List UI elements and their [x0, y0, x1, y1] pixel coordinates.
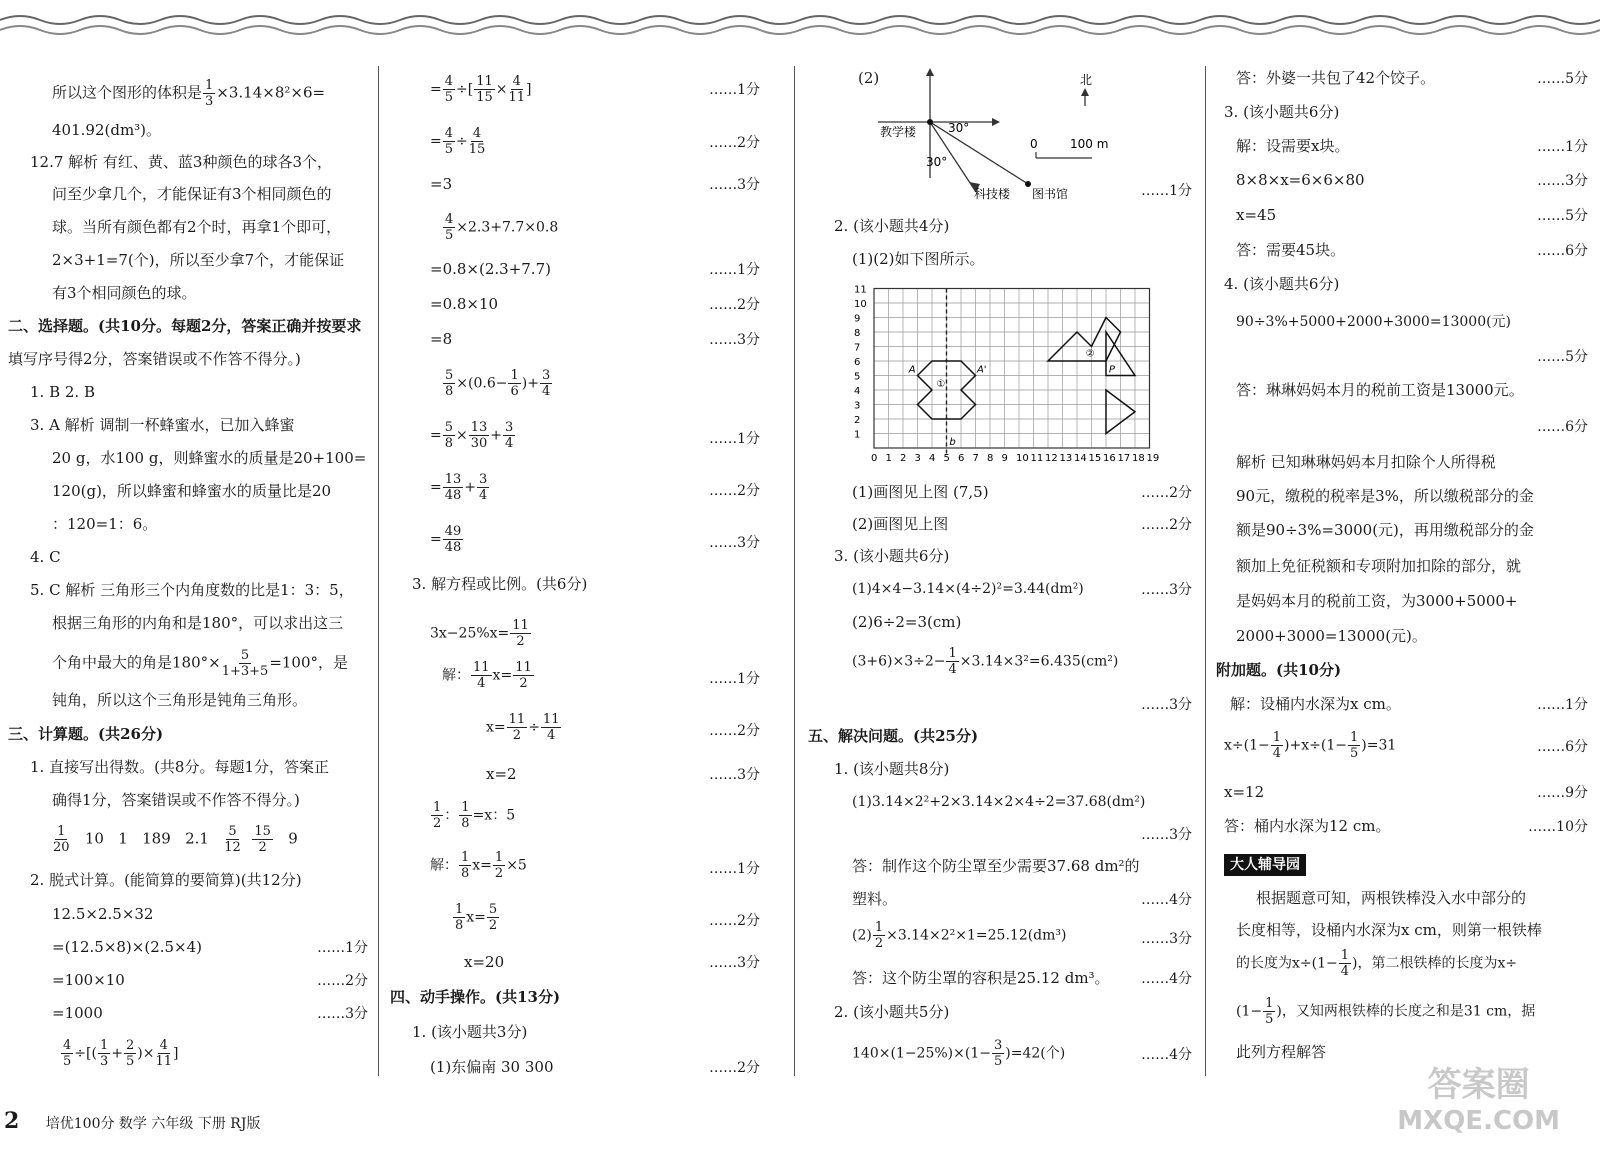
map-label: 图书馆 — [1032, 187, 1069, 201]
score: ……6分 — [1537, 739, 1588, 755]
score: ……1分 — [709, 431, 760, 447]
score: ……3分 — [317, 1006, 368, 1022]
score: ……9分 — [1537, 785, 1588, 801]
text-line: 3. A 解析 调制一杯蜂蜜水，已加入蜂蜜 — [30, 416, 295, 434]
tick-label: 7 — [972, 453, 979, 464]
text-line: 20 g，水100 g，则蜂蜜水的质量是20+100= — [52, 449, 367, 467]
text-line: (2)画图见上图 — [852, 515, 949, 533]
tick-label: 16 — [1103, 453, 1116, 464]
text-line: 2. (该小题共5分) — [834, 1003, 950, 1021]
wave-border — [0, 8, 1600, 42]
score: ……5分 — [1537, 71, 1588, 87]
direction-map — [868, 66, 1118, 206]
text-line: ：120=1：6。 — [52, 515, 158, 533]
score: ……3分 — [1141, 931, 1192, 947]
text-line: 1. (该小题共3分) — [412, 1023, 528, 1041]
tick-label: 8 — [854, 328, 861, 339]
text-line: 是妈妈本月的税前工资，为3000+5000+ — [1236, 592, 1518, 610]
tick-label: 10 — [854, 299, 867, 310]
math-expression: 解： $\frac{11}{4}$ x= $\frac{11}{2}$ — [442, 660, 532, 691]
tick-label: 15 — [1088, 453, 1102, 464]
math-expression: x=20 — [464, 953, 505, 971]
score: ……3分 — [709, 177, 760, 193]
math-expression: 140×(1−25%)×(1− $\frac{3}{5}$ )=42(个) — [852, 1038, 1066, 1069]
text-line: 所以这个图形的体积是 $\frac{1}{3}$ ×3.14×8²×6= — [52, 78, 326, 109]
text-line: 90÷3%+5000+2000+3000=13000(元) — [1236, 314, 1512, 330]
score: ……4分 — [1141, 892, 1192, 908]
math-expression: (2) $\frac{1}{2}$ ×3.14×2²×1=25.12(dm³) — [852, 920, 1067, 951]
score: ……2分 — [1141, 485, 1192, 501]
map-label: 100 m — [1070, 137, 1109, 151]
text-line: 3. 解方程或比例。(共6分) — [412, 575, 588, 593]
math-expression: =8 — [430, 330, 453, 348]
score: ……1分 — [1537, 139, 1588, 155]
column-4 — [1216, 62, 1588, 1092]
column-divider — [794, 66, 795, 1076]
grid-figure — [852, 280, 1172, 470]
section-heading: 二、选择题。(共10分。每题2分，答案正确并按要求 — [8, 317, 362, 335]
score: ……2分 — [317, 973, 368, 989]
tick-label: 12 — [1045, 453, 1058, 464]
text-line: 长度相等，设桶内水深为x cm，则第一根铁棒 — [1236, 921, 1542, 939]
tick-label: 19 — [1146, 453, 1160, 464]
point-label: A — [908, 364, 916, 376]
score: ……3分 — [709, 332, 760, 348]
tick-label: 2 — [854, 415, 861, 426]
tick-label: 10 — [1016, 453, 1029, 464]
map-label: 0 — [1030, 137, 1038, 151]
tick-label: 1 — [854, 429, 861, 441]
footer-text: 培优100分 数学 六年级 下册 RJ版 — [45, 1116, 261, 1132]
map-label: 教学楼 — [880, 125, 917, 139]
math-expression: =0.8×(2.3+7.7) — [430, 260, 551, 278]
text-line: 1. 直接写出得数。(共8分。每题1分，答案正 — [30, 758, 330, 776]
score: ……2分 — [709, 913, 760, 929]
map-label: 30° — [948, 121, 970, 135]
text-line: 答：需要45块。 — [1236, 241, 1346, 259]
section-heading: 三、计算题。(共26分) — [8, 725, 164, 743]
column-3 — [808, 62, 1192, 1092]
math-expression: = $\frac{4}{5}$ ÷[ $\frac{11}{15}$ × $\frac{4}{11}$ ] — [430, 74, 532, 105]
text-line: 答：制作这个防尘罩至少需要37.68 dm²的 — [852, 857, 1140, 875]
text-line: 120(g)，所以蜂蜜和蜂蜜水的质量比是20 — [52, 482, 332, 500]
text-line: (1)(2)如下图所示。 — [852, 250, 985, 268]
score: ……3分 — [1537, 173, 1588, 189]
map-label: 北 — [1080, 73, 1093, 87]
score: ……1分 — [709, 671, 760, 687]
text-line: 答：桶内水深为12 cm。 — [1224, 817, 1391, 835]
text-line: =1000 — [52, 1004, 103, 1022]
point-label: b — [949, 437, 956, 449]
text-line: 5. C 解析 三角形三个内角度数的比是1：3：5， — [30, 581, 354, 599]
tick-label: 2 — [900, 453, 907, 464]
math-expression: x÷(1− $\frac{1}{4}$ )+x÷(1− $\frac{1}{5}$ )=31 — [1224, 730, 1397, 761]
math-expression: $\frac{5}{8}$ ×(0.6− $\frac{1}{6}$ )+ $\frac{3}{4}$ — [445, 368, 551, 399]
score: ……2分 — [709, 1060, 760, 1076]
watermark: 答案圈 MXQE.COM — [1397, 1065, 1560, 1136]
text-line: 填写序号得2分，答案错误或不作答不得分。) — [8, 350, 301, 368]
text-line: 8×8×x=6×6×80 — [1236, 171, 1365, 189]
tick-label: 17 — [1117, 453, 1131, 464]
text-line: (2) — [858, 69, 880, 87]
tick-label: 4 — [854, 386, 861, 397]
tick-label: 4 — [929, 453, 936, 464]
math-expression: $\frac{4}{5}$ ÷[( $\frac{1}{3}$ + $\frac{2}{5}$ )× $\frac{4}{11}$ ] — [63, 1038, 179, 1069]
math-expression: = $\frac{49}{48}$ — [430, 524, 462, 555]
map-label: 30° — [926, 155, 948, 169]
section-heading: 五、解决问题。(共25分) — [808, 727, 979, 745]
score: ……1分 — [317, 940, 368, 956]
text-line: 401.92(dm³)。 — [52, 121, 162, 139]
math-expression: $\frac{1}{2}$ ： $\frac{1}{8}$ =x：5 — [433, 800, 516, 831]
score: ……3分 — [1141, 697, 1192, 713]
math-expression: x=2 — [486, 765, 517, 783]
math-expression: =0.8×10 — [430, 295, 499, 313]
score: ……4分 — [1141, 1047, 1192, 1063]
tick-label: 7 — [854, 342, 861, 354]
map-label: 科技楼 — [974, 187, 1011, 201]
tick-label: 13 — [1059, 453, 1073, 464]
text-line: 12.7 解析 有红、黄、蓝3种颜色的球各3个， — [30, 153, 333, 171]
tick-label: 9 — [854, 313, 861, 325]
math-expression: $\frac{1}{8}$ x= $\frac{5}{2}$ — [455, 902, 498, 933]
score: ……3分 — [709, 767, 760, 783]
math-expression: 3x−25%x= $\frac{11}{2}$ — [430, 618, 529, 649]
score: ……1分 — [709, 262, 760, 278]
page-number: 2 — [4, 1108, 20, 1134]
text-line: 2×3+1=7(个)，所以至少拿7个，才能保证 — [52, 251, 345, 269]
math-expression: x= $\frac{11}{2}$ ÷ $\frac{11}{4}$ — [486, 712, 560, 743]
text-line: =(12.5×8)×(2.5×4) — [52, 938, 203, 956]
score: ……3分 — [709, 955, 760, 971]
column-2 — [390, 62, 760, 1092]
score: ……1分 — [1537, 697, 1588, 713]
tick-label: 3 — [854, 400, 861, 412]
tick-label: 5 — [854, 371, 861, 383]
math-expression: = $\frac{13}{48}$ + $\frac{3}{4}$ — [430, 472, 488, 503]
answer-row: $\frac{1}{20}$ 10 1 189 2.1 $\frac{5}{12}$ $\frac{15}{2}$ 9 — [53, 824, 298, 855]
score: ……2分 — [709, 297, 760, 313]
tick-label: 14 — [1074, 453, 1087, 464]
score: ……5分 — [1537, 349, 1588, 365]
math-expression: = $\frac{5}{8}$ × $\frac{13}{30}$ + $\frac{3}{4}$ — [430, 420, 514, 451]
text-line: 1. B 2. B — [30, 383, 95, 401]
text-line: 解析 已知琳琳妈妈本月扣除个人所得税 — [1236, 453, 1496, 471]
text-line: 4. C — [30, 548, 61, 566]
tick-label: 6 — [958, 453, 965, 464]
score: ……1分 — [709, 861, 760, 877]
score: ……2分 — [709, 723, 760, 739]
score: ……5分 — [1537, 208, 1588, 224]
tick-label: 6 — [854, 357, 861, 368]
math-expression: $\frac{4}{5}$ ×2.3+7.7×0.8 — [445, 212, 559, 243]
tick-label: 0 — [871, 453, 878, 464]
text-line: x=12 — [1224, 783, 1265, 801]
tick-label: 11 — [1030, 453, 1044, 464]
text-line: x=45 — [1236, 206, 1277, 224]
text-line: (1)东偏南 30 300 — [430, 1058, 554, 1076]
text-line: 解：设桶内水深为x cm。 — [1230, 695, 1401, 713]
score: ……6分 — [1537, 243, 1588, 259]
column-divider — [1205, 66, 1206, 1076]
score: ……10分 — [1528, 819, 1588, 835]
score: ……6分 — [1537, 419, 1588, 435]
tick-label: 18 — [1132, 453, 1145, 464]
score: ……1分 — [1141, 183, 1192, 199]
text-line: 个角中最大的角是180°× $\frac{5}{1+3+5}$ =100°，是 — [52, 648, 349, 679]
text-line: 根据题意可知，两根铁棒没入水中部分的 — [1256, 889, 1527, 907]
text-line: 答：这个防尘罩的容积是25.12 dm³。 — [852, 969, 1110, 987]
text-line: 钝角，所以这个三角形是钝角三角形。 — [52, 691, 308, 709]
text-line: 球。当所有颜色都有2个时，再拿1个即可， — [52, 218, 342, 236]
page-footer — [0, 1108, 260, 1134]
math-expression: =3 — [430, 175, 453, 193]
text-line: 90元，缴税的税率是3%，所以缴税部分的金 — [1236, 487, 1534, 505]
text-line: (1)4×4−3.14×(4÷2)²=3.44(dm²) — [852, 581, 1084, 597]
score: ……4分 — [1141, 971, 1192, 987]
text-line: 此列方程解答 — [1236, 1043, 1327, 1061]
text-line: =100×10 — [52, 971, 125, 989]
text-line: 4. (该小题共6分) — [1224, 275, 1340, 293]
score: ……1分 — [709, 82, 760, 98]
tick-label: 1 — [885, 453, 892, 464]
text-line: 3. (该小题共6分) — [834, 547, 950, 565]
column-divider — [378, 66, 379, 1076]
score: ……2分 — [709, 483, 760, 499]
shape-2 — [1048, 318, 1121, 362]
tick-label: 5 — [943, 453, 950, 464]
point-label: P — [1108, 364, 1115, 376]
text-line: 解：设需要x块。 — [1236, 137, 1350, 155]
text-line: (1)画图见上图 (7,5) — [852, 483, 989, 501]
text-line: 问至少拿几个，才能保证有3个相同颜色的 — [52, 185, 332, 203]
section-heading: 附加题。(共10分) — [1216, 661, 1342, 679]
score: ……3分 — [709, 535, 760, 551]
math-expression: = $\frac{4}{5}$ ÷ $\frac{4}{15}$ — [430, 126, 486, 157]
score: ……3分 — [1141, 582, 1192, 598]
text-line: 2. (该小题共4分) — [834, 217, 950, 235]
text-line: 根据三角形的内角和是180°，可以求出这三 — [52, 614, 344, 632]
text-line: 12.5×2.5×32 — [52, 905, 154, 923]
point-label: A' — [976, 364, 987, 376]
math-expression: 解： $\frac{1}{8}$ x= $\frac{1}{2}$ ×5 — [430, 850, 527, 881]
column-1 — [8, 62, 368, 1092]
tick-label: 3 — [914, 453, 921, 464]
score: ……3分 — [1141, 827, 1192, 843]
text-line: (1)3.14×2²+2×3.14×2×4÷2=37.68(dm²) — [852, 794, 1146, 810]
shape-label: ① — [936, 379, 946, 391]
text-line: 确得1分，答案错误或不作答不得分。) — [52, 791, 300, 809]
math-expression: 的长度为x÷(1− $\frac{1}{4}$ )，第二根铁棒的长度为x÷ — [1236, 948, 1518, 979]
score: ……2分 — [1141, 517, 1192, 533]
section-heading: 四、动手操作。(共13分) — [390, 988, 561, 1006]
text-line: 1. (该小题共8分) — [834, 760, 950, 778]
math-expression: (3+6)×3÷2− $\frac{1}{4}$ ×3.14×3²=6.435(cm²) — [852, 646, 1119, 677]
score: ……2分 — [709, 135, 760, 151]
text-line: 塑料。 — [852, 890, 898, 908]
text-line: 答：外婆一共包了42个饺子。 — [1236, 69, 1436, 87]
math-expression: (1− $\frac{1}{5}$ )，又知两根铁棒的长度之和是31 cm，据 — [1236, 996, 1536, 1027]
text-line: (2)6÷2=3(cm) — [852, 613, 962, 631]
text-line: 有3个相同颜色的球。 — [52, 284, 197, 302]
text-line: 2. 脱式计算。(能简算的要简算)(共12分) — [30, 871, 302, 889]
tick-label: 8 — [987, 453, 994, 464]
text-line: 额是90÷3%=3000(元)，再用缴税部分的金 — [1236, 521, 1534, 539]
text-line: 2000+3000=13000(元)。 — [1236, 627, 1427, 645]
text-line: 3. (该小题共6分) — [1224, 103, 1340, 121]
tick-label: 11 — [854, 284, 867, 296]
text-line: 答：琳琳妈妈本月的税前工资是13000元。 — [1236, 381, 1524, 399]
tip-badge: 大人辅导园 — [1224, 854, 1588, 876]
tick-label: 9 — [1001, 453, 1008, 464]
shape-label: ② — [1085, 348, 1095, 360]
text-line: 额加上免征税额和专项附加扣除的部分，就 — [1236, 557, 1522, 575]
